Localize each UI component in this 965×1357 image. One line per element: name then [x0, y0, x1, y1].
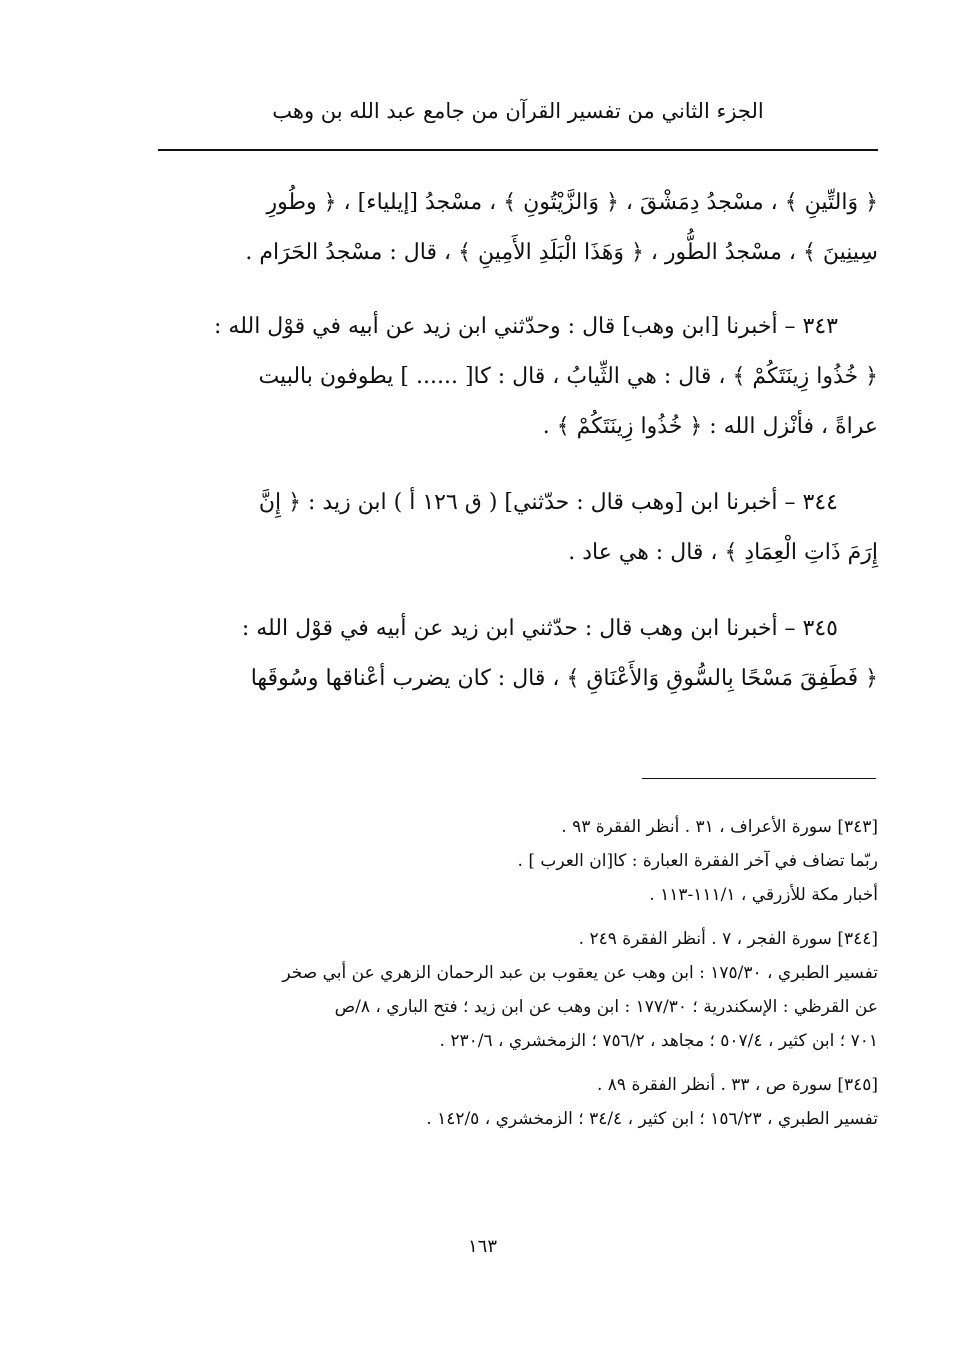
header-divider [158, 149, 878, 151]
text-line: ٣٤٥ – أخبرنا ابن وهب قال : حدّثني ابن زيد عن أبيه في قوْل الله : [241, 616, 838, 641]
text-line: ٣٤٤ – أخبرنا ابن [وهب قال : حدّثني] ( ق ١٢٦ أ ) ابن زيد : ﴿ إِنَّ [258, 490, 838, 515]
footnote-line: أخبار مكة للأزرقي ، ١١١/١-١١٣ . [649, 885, 878, 905]
paragraph-345 [156, 604, 878, 704]
text-line: ٣٤٣ – أخبرنا [ابن وهب] قال : وحدّثني ابن زيد عن أبيه في قوْل الله : [214, 314, 838, 339]
text-line: ﴿ فَطَفِقَ مَسْحًا بِالسُّوقِ وَالأَعْنَاقِ ﴾ ، قال : كان يضرب أعْناقها وسُوقَها [250, 666, 878, 691]
text-line: إِرَمَ ذَاتِ الْعِمَادِ ﴾ ، قال : هي عاد . [568, 540, 878, 565]
main-text [156, 178, 878, 730]
footnote-line: عن القرظي : الإسكندرية ؛ ١٧٧/٣٠ : ابن وهب عن ابن زيد ؛ فتح الباري ، ٨/ص [334, 997, 878, 1017]
text-line: عراةً ، فأنْزل الله : ﴿ خُذُوا زِينَتَكُمْ ﴾ . [542, 414, 878, 439]
text-line: ﴿ خُذُوا زِينَتَكُمْ ﴾ ، قال : هي الثِّيابُ ، قال : كا[ ...... ] يطوفون بالبيت [258, 364, 878, 389]
footnote-divider [642, 778, 876, 779]
footnote-343 [156, 810, 878, 912]
paragraph-343 [156, 302, 878, 452]
footnote-line: [٣٤٥] سورة ص ، ٣٣ . أنظر الفقرة ٨٩ . [596, 1075, 878, 1095]
footnote-345 [156, 1068, 878, 1136]
footnote-line: ربّما تضاف في آخر الفقرة العبارة : كا[ان العرب ] . [517, 851, 878, 871]
footnotes [156, 810, 878, 1146]
running-header: الجزء الثاني من تفسير القرآن من جامع عبد الله بن وهب [272, 99, 764, 123]
footnote-344 [156, 922, 878, 1058]
paragraph-344 [156, 478, 878, 578]
paragraph-342-end [156, 178, 878, 278]
footnote-line: ٧٠١ ؛ ابن كثير ، ٥٠٧/٤ ؛ مجاهد ، ٧٥٦/٢ ؛ الزمخشري ، ٢٣٠/٦ . [439, 1031, 878, 1051]
text-line: سِينِينَ ﴾ ، مسْجدُ الطُّور ، ﴿ وَهَذَا الْبَلَدِ الأَمِينِ ﴾ ، قال : مسْجدُ الحَرَام . [245, 240, 878, 265]
footnote-line: تفسير الطبري ، ١٧٥/٣٠ : ابن وهب عن يعقوب بن عبد الرحمان الزهري عن أبي صخر [282, 963, 878, 983]
footnote-line: [٣٤٤] سورة الفجر ، ٧ . أنظر الفقرة ٢٤٩ . [578, 929, 878, 949]
text-line: ﴿ وَالتِّينِ ﴾ ، مسْجدُ دِمَشْقَ ، ﴿ وَالزَّيْتُونِ ﴾ ، مسْجدُ [إيلياء] ، ﴿ وطُورِ [266, 190, 878, 215]
footnote-line: [٣٤٣] سورة الأعراف ، ٣١ . أنظر الفقرة ٩٣ . [561, 817, 878, 837]
page-number: ١٦٣ [467, 1236, 497, 1257]
footnote-line: تفسير الطبري ، ١٥٦/٢٣ ؛ ابن كثير ، ٣٤/٤ ؛ الزمخشري ، ١٤٢/٥ . [426, 1109, 878, 1129]
